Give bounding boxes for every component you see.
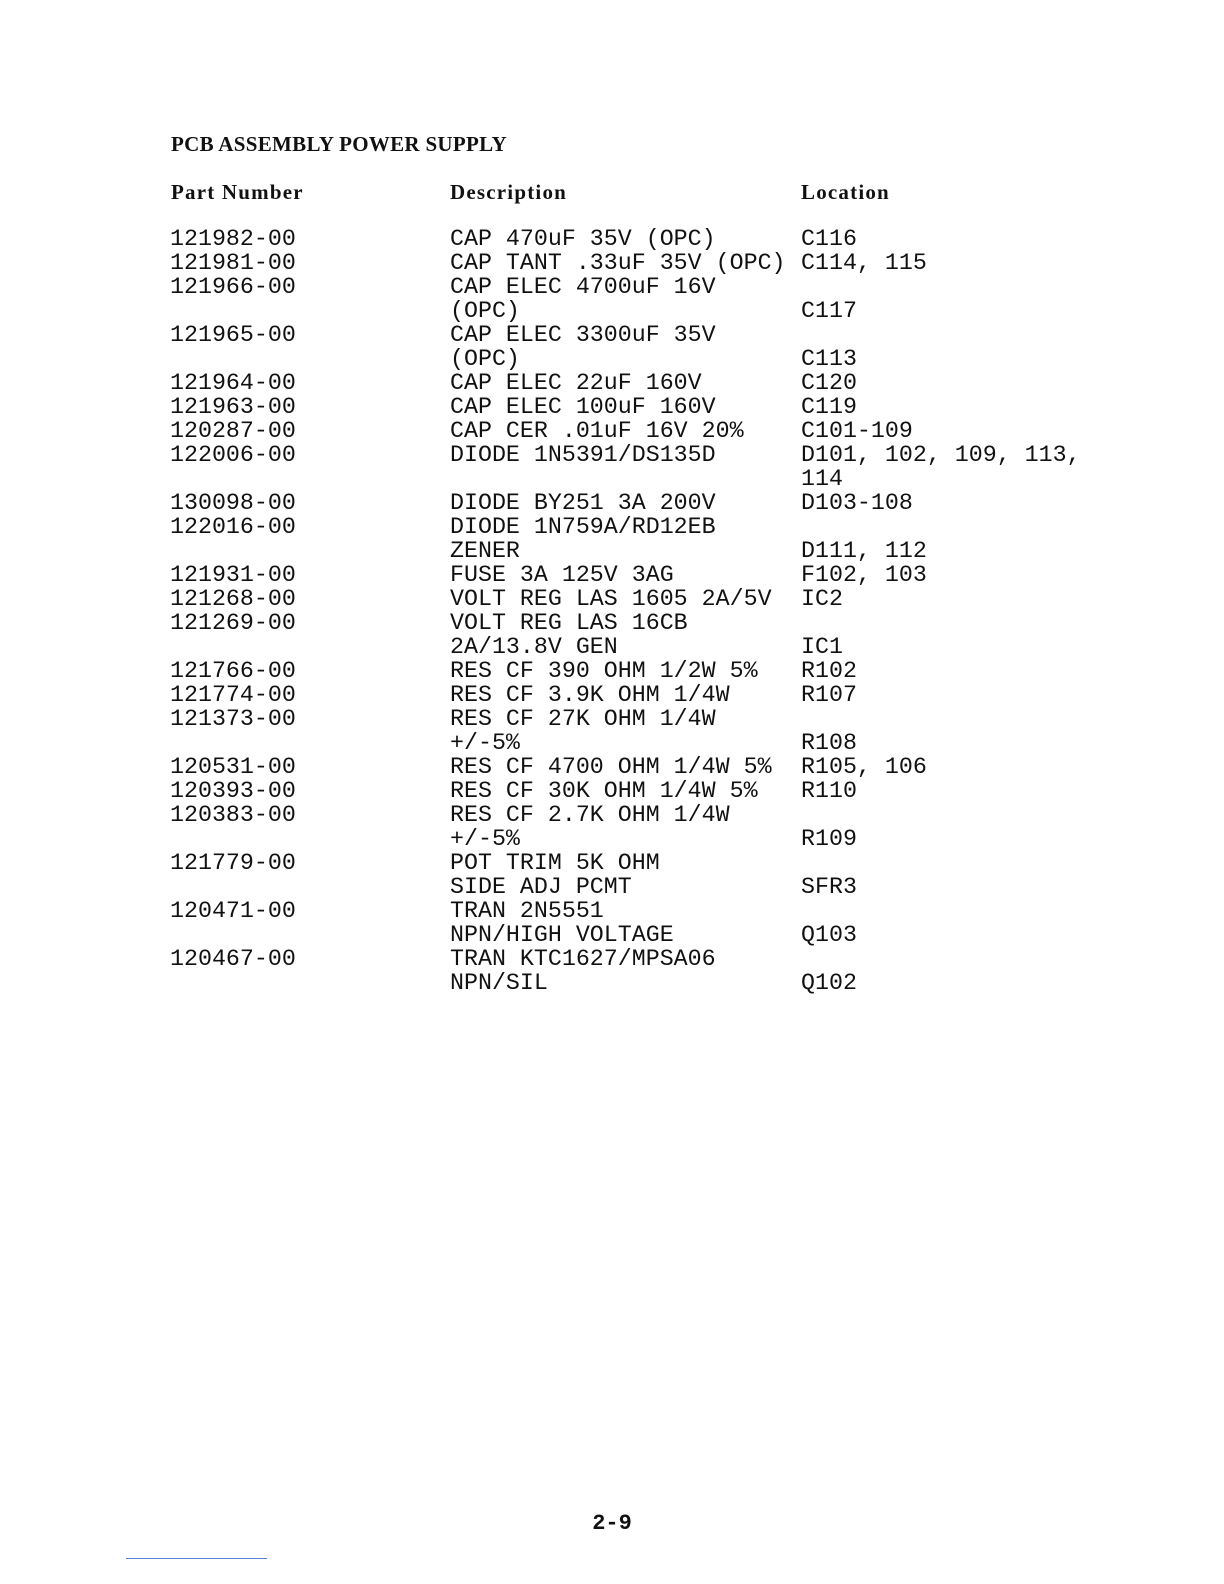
location-cell: R110 — [801, 778, 857, 804]
table-row — [0, 731, 1224, 755]
part-number-cell: 121966-00 — [170, 274, 296, 300]
description-cell: NPN/HIGH VOLTAGE — [450, 922, 674, 948]
location-cell: C101-109 — [801, 418, 913, 444]
description-cell: FUSE 3A 125V 3AG — [450, 562, 674, 588]
location-cell: C113 — [801, 346, 857, 372]
description-cell: CAP ELEC 4700uF 16V — [450, 274, 716, 300]
location-cell: R105, 106 — [801, 754, 927, 780]
table-row — [0, 707, 1224, 731]
description-cell: RES CF 30K OHM 1/4W 5% — [450, 778, 758, 804]
part-number-cell: 121373-00 — [170, 706, 296, 732]
table-row — [0, 275, 1224, 299]
location-cell: C114, 115 — [801, 250, 927, 276]
part-number-cell: 121766-00 — [170, 658, 296, 684]
location-cell: R108 — [801, 730, 857, 756]
table-row — [0, 683, 1224, 707]
table-row — [0, 563, 1224, 587]
table-row — [0, 419, 1224, 443]
description-cell: NPN/SIL — [450, 970, 548, 996]
location-cell: SFR3 — [801, 874, 857, 900]
column-header-description: Description — [450, 180, 568, 204]
description-cell: TRAN KTC1627/MPSA06 — [450, 946, 716, 972]
description-cell: (OPC) — [450, 346, 520, 372]
footer-rule — [126, 1558, 267, 1559]
table-row — [0, 323, 1224, 347]
description-cell: DIODE 1N5391/DS135D — [450, 442, 716, 468]
description-cell: 2A/13.8V GEN — [450, 634, 618, 660]
part-number-cell: 122016-00 — [170, 514, 296, 540]
table-row — [0, 467, 1224, 491]
table-row — [0, 587, 1224, 611]
description-cell: CAP ELEC 22uF 160V — [450, 370, 702, 396]
description-cell: RES CF 3.9K OHM 1/4W — [450, 682, 730, 708]
part-number-cell: 121931-00 — [170, 562, 296, 588]
location-cell: C117 — [801, 298, 857, 324]
part-number-cell: 121981-00 — [170, 250, 296, 276]
part-number-cell: 121268-00 — [170, 586, 296, 612]
description-cell: CAP TANT .33uF 35V (OPC) — [450, 250, 786, 276]
table-row — [0, 947, 1224, 971]
part-number-cell: 121779-00 — [170, 850, 296, 876]
document-title: PCB ASSEMBLY POWER SUPPLY — [171, 132, 507, 156]
table-row — [0, 659, 1224, 683]
location-cell: D101, 102, 109, 113, — [801, 442, 1081, 468]
location-cell: D103-108 — [801, 490, 913, 516]
location-cell: F102, 103 — [801, 562, 927, 588]
column-header-location: Location — [801, 180, 890, 204]
part-number-cell: 121982-00 — [170, 226, 296, 252]
table-row — [0, 251, 1224, 275]
table-row — [0, 611, 1224, 635]
description-cell: VOLT REG LAS 1605 2A/5V — [450, 586, 772, 612]
location-cell: R102 — [801, 658, 857, 684]
location-cell: C119 — [801, 394, 857, 420]
table-row — [0, 803, 1224, 827]
location-cell: D111, 112 — [801, 538, 927, 564]
description-cell: (OPC) — [450, 298, 520, 324]
part-number-cell: 120383-00 — [170, 802, 296, 828]
part-number-cell: 120471-00 — [170, 898, 296, 924]
description-cell: RES CF 27K OHM 1/4W — [450, 706, 716, 732]
location-cell: R109 — [801, 826, 857, 852]
table-row — [0, 347, 1224, 371]
location-cell: IC1 — [801, 634, 843, 660]
description-cell: DIODE BY251 3A 200V — [450, 490, 716, 516]
table-row — [0, 851, 1224, 875]
location-cell: Q103 — [801, 922, 857, 948]
table-row — [0, 923, 1224, 947]
location-cell: R107 — [801, 682, 857, 708]
part-number-cell: 121269-00 — [170, 610, 296, 636]
table-row — [0, 827, 1224, 851]
column-header-part-number: Part Number — [171, 180, 304, 204]
location-cell: C120 — [801, 370, 857, 396]
location-cell: IC2 — [801, 586, 843, 612]
description-cell: TRAN 2N5551 — [450, 898, 604, 924]
part-number-cell: 120531-00 — [170, 754, 296, 780]
table-row — [0, 227, 1224, 251]
table-row — [0, 635, 1224, 659]
description-cell: RES CF 2.7K OHM 1/4W — [450, 802, 730, 828]
table-row — [0, 899, 1224, 923]
description-cell: ZENER — [450, 538, 520, 564]
table-row — [0, 443, 1224, 467]
description-cell: CAP ELEC 3300uF 35V — [450, 322, 716, 348]
part-number-cell: 120393-00 — [170, 778, 296, 804]
table-row — [0, 299, 1224, 323]
table-row — [0, 875, 1224, 899]
part-number-cell: 121964-00 — [170, 370, 296, 396]
table-row — [0, 491, 1224, 515]
part-number-cell: 121963-00 — [170, 394, 296, 420]
description-cell: DIODE 1N759A/RD12EB — [450, 514, 716, 540]
location-cell: C116 — [801, 226, 857, 252]
part-number-cell: 120467-00 — [170, 946, 296, 972]
description-cell: RES CF 390 OHM 1/2W 5% — [450, 658, 758, 684]
part-number-cell: 121965-00 — [170, 322, 296, 348]
description-cell: CAP 470uF 35V (OPC) — [450, 226, 716, 252]
location-cell: 114 — [801, 466, 843, 492]
table-row — [0, 539, 1224, 563]
parts-table — [0, 227, 1224, 995]
description-cell: RES CF 4700 OHM 1/4W 5% — [450, 754, 772, 780]
part-number-cell: 121774-00 — [170, 682, 296, 708]
table-row — [0, 371, 1224, 395]
part-number-cell: 120287-00 — [170, 418, 296, 444]
description-cell: +/-5% — [450, 826, 520, 852]
table-row — [0, 395, 1224, 419]
table-row — [0, 971, 1224, 995]
table-row — [0, 515, 1224, 539]
description-cell: +/-5% — [450, 730, 520, 756]
description-cell: POT TRIM 5K OHM — [450, 850, 660, 876]
part-number-cell: 122006-00 — [170, 442, 296, 468]
description-cell: SIDE ADJ PCMT — [450, 874, 632, 900]
page-number: 2-9 — [592, 1511, 632, 1536]
table-row — [0, 779, 1224, 803]
location-cell: Q102 — [801, 970, 857, 996]
part-number-cell: 130098-00 — [170, 490, 296, 516]
description-cell: VOLT REG LAS 16CB — [450, 610, 688, 636]
description-cell: CAP ELEC 100uF 160V — [450, 394, 716, 420]
description-cell: CAP CER .01uF 16V 20% — [450, 418, 744, 444]
table-row — [0, 755, 1224, 779]
